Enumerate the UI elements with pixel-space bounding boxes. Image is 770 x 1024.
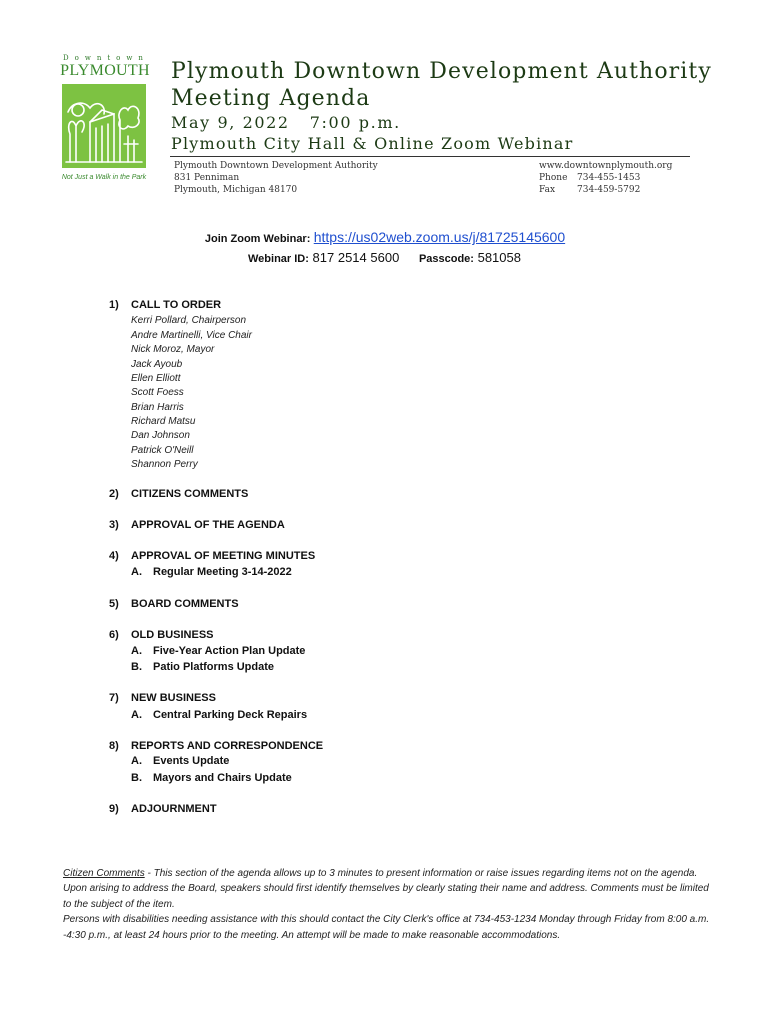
subitem-text: Events Update: [153, 755, 230, 767]
subitem-letter: A.: [131, 755, 142, 767]
disability-note: Persons with disabilities needing assistance with this should contact the City Clerk's office at 734-453-1234 Monday through Friday from 8:00 a.m. -4:30 p.m., at least 24 hours prior to the meeting. An attempt will be made to make reasonable accommodations.: [63, 914, 710, 941]
agenda-subitem: [131, 772, 292, 784]
phone-label: Phone: [539, 173, 568, 183]
item-title: APPROVAL OF THE AGENDA: [131, 519, 285, 531]
subitem-text: Mayors and Chairs Update: [153, 772, 292, 784]
item-title: OLD BUSINESS: [131, 629, 214, 641]
board-member: Shannon Perry: [131, 459, 198, 470]
phone-row: [539, 172, 672, 184]
citizen-comments-label: Citizen Comments: [63, 868, 145, 879]
agenda-item-board-comments: [109, 598, 239, 610]
footer-notes: [63, 866, 713, 943]
agenda-item-new-business: [109, 692, 216, 704]
agenda-item-adjournment: [109, 803, 217, 815]
subitem-text: Central Parking Deck Repairs: [153, 709, 308, 721]
subitem-letter: B.: [131, 661, 142, 673]
contact-block: [539, 160, 672, 196]
agenda-subitem: [131, 566, 292, 578]
plymouth-logo-icon: [62, 84, 146, 168]
zoom-join-line: [0, 229, 770, 245]
meeting-time: 7:00 p.m.: [309, 113, 401, 132]
subitem-text: Regular Meeting 3-14-2022: [153, 566, 292, 578]
fax-label: Fax: [539, 185, 556, 195]
subitem-letter: A.: [131, 566, 142, 578]
website-link[interactable]: www.downtownplymouth.org: [539, 161, 673, 171]
webinar-id-label: Webinar ID:: [248, 253, 309, 265]
item-number: 6): [109, 629, 119, 641]
passcode-group: [419, 250, 521, 265]
citizen-comments-text: - This section of the agenda allows up to 3 minutes to present information or raise issues regarding items not on the agenda. Upon arising to address the Board, speakers should first identify themselves by clearly stating their name and address. Comments must be limited to the subject of the item.: [63, 868, 709, 910]
item-title: BOARD COMMENTS: [131, 598, 239, 610]
passcode-value: 581058: [477, 250, 521, 265]
board-member: Richard Matsu: [131, 416, 196, 427]
item-number: 3): [109, 519, 119, 531]
page-title: Plymouth Downtown Development Authority: [171, 59, 712, 84]
item-title: NEW BUSINESS: [131, 692, 216, 704]
board-member: Brian Harris: [131, 401, 184, 413]
board-member: Andre Martinelli, Vice Chair: [131, 329, 252, 341]
board-member: Kerri Pollard, Chairperson: [131, 315, 247, 326]
board-member: Ellen Elliott: [131, 373, 181, 384]
agenda-subitem: [131, 709, 307, 721]
logo-name: PLYMOUTH: [60, 62, 150, 79]
passcode-label: Passcode:: [418, 253, 474, 265]
subitem-letter: A.: [131, 709, 142, 721]
agenda-item-approval-minutes: [109, 550, 315, 562]
meeting-datetime: [171, 113, 401, 132]
agenda-item-call-to-order: [109, 299, 221, 311]
item-number: 7): [109, 692, 119, 704]
citizen-comments-note: [63, 866, 713, 912]
phone-number: 734-455-1453: [577, 173, 641, 183]
fax-number: 734-459-5792: [577, 185, 641, 195]
agenda-item-reports: [109, 740, 323, 752]
address-org: Plymouth Downtown Development Authority: [174, 161, 378, 171]
page-subtitle: Meeting Agenda: [171, 86, 371, 111]
agenda-item-approval-agenda: [109, 519, 285, 531]
item-number: 5): [109, 598, 119, 610]
meeting-venue: Plymouth City Hall & Online Zoom Webinar: [171, 134, 574, 153]
meeting-date: May 9, 2022: [171, 113, 290, 132]
agenda-subitem: [131, 755, 229, 767]
logo-tagline: Not Just a Walk in the Park: [61, 174, 147, 181]
header-divider: [170, 156, 690, 157]
agenda-subitem: [131, 661, 274, 673]
fax-row: [539, 184, 672, 196]
board-member: Patrick O'Neill: [131, 444, 194, 456]
item-title: ADJOURNMENT: [131, 803, 217, 815]
board-member: Dan Johnson: [131, 430, 190, 441]
address-street: 831 Penniman: [174, 173, 240, 183]
webinar-id: 817 2514 5600: [312, 250, 400, 265]
agenda-subitem: [131, 645, 305, 657]
board-member: Nick Moroz, Mayor: [131, 344, 215, 355]
zoom-join-label: Join Zoom Webinar:: [204, 233, 311, 245]
agenda-item-citizens-comments: [109, 488, 248, 500]
item-number: 4): [109, 550, 119, 562]
item-title: REPORTS AND CORRESPONDENCE: [131, 740, 324, 752]
item-title: CALL TO ORDER: [131, 299, 222, 311]
subitem-letter: A.: [131, 645, 142, 657]
address-block: [174, 160, 378, 196]
item-title: CITIZENS COMMENTS: [131, 488, 249, 500]
item-number: 8): [109, 740, 119, 752]
item-title: APPROVAL OF MEETING MINUTES: [131, 550, 316, 562]
agenda-item-old-business: [109, 629, 214, 641]
subitem-letter: B.: [131, 772, 142, 784]
address-city: Plymouth, Michigan 48170: [174, 185, 298, 195]
item-number: 1): [109, 299, 119, 311]
webinar-info: [248, 250, 521, 265]
subitem-text: Five-Year Action Plan Update: [153, 645, 306, 657]
zoom-link[interactable]: https://us02web.zoom.us/j/81725145600: [313, 229, 566, 245]
logo-top-word: Downtown: [63, 54, 149, 62]
board-member: Jack Ayoub: [131, 358, 183, 370]
board-member: Scott Foess: [131, 387, 184, 398]
item-number: 9): [109, 803, 119, 815]
subitem-text: Patio Platforms Update: [153, 661, 275, 673]
item-number: 2): [109, 488, 119, 500]
